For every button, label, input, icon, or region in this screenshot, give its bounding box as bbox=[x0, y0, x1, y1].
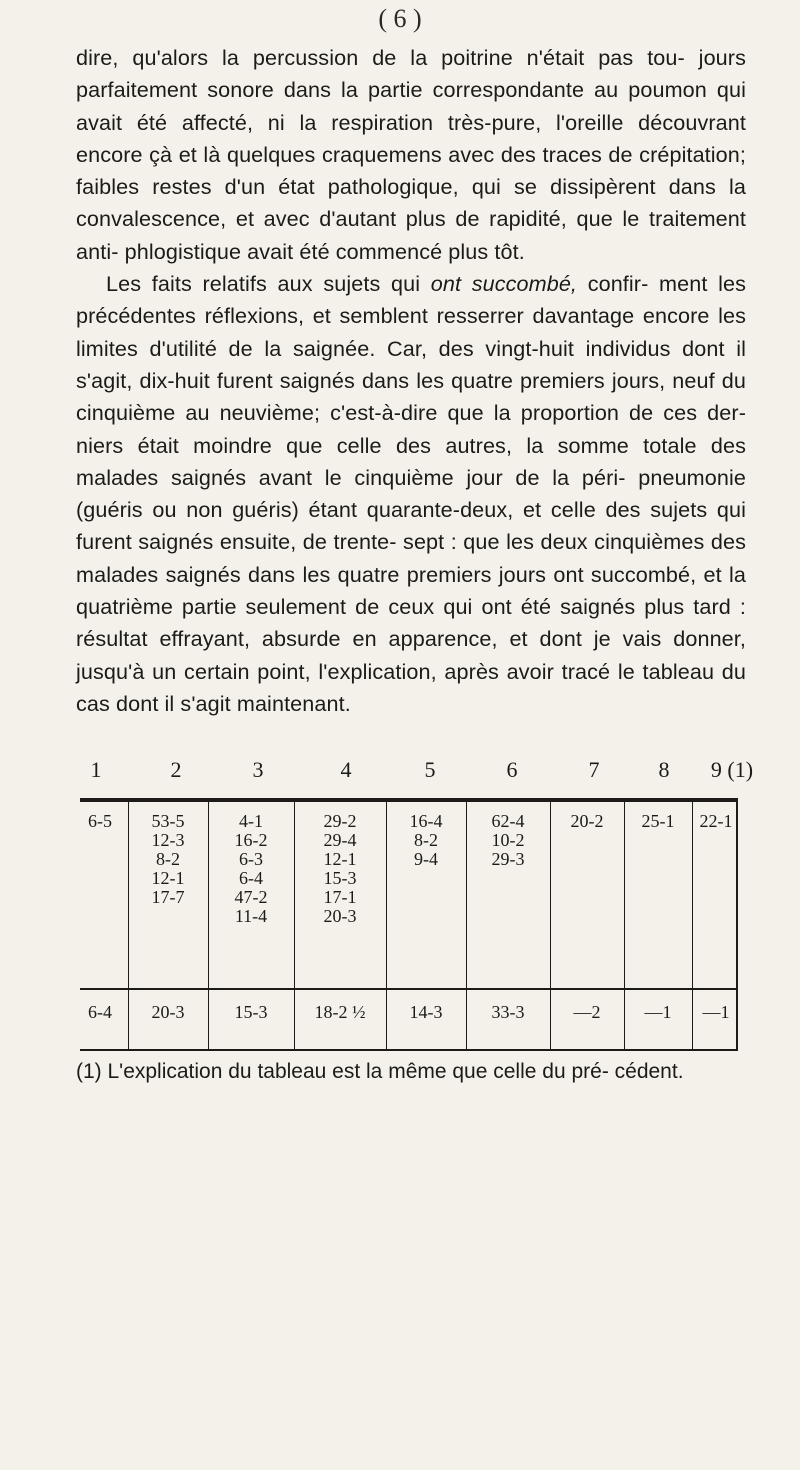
paragraph-2 bbox=[76, 268, 746, 720]
table-total: —1 bbox=[702, 1002, 730, 1022]
column-divider bbox=[466, 802, 467, 1049]
column-number: 4 bbox=[340, 757, 352, 782]
column-number: 6 bbox=[506, 757, 518, 782]
column-divider bbox=[550, 802, 551, 1049]
column-number: 1 bbox=[90, 757, 102, 782]
paragraph-2-rest: confir- ment les précédentes réflexions, et semblent resserrer davantage encore les limites d'utilité de la saignée. Car, des vingt-huit individus dont il s'agit, dix-huit furent saignés dans les quatre premiers jours, neuf du cinquième au neuvième; c'est-à-dire que la proportion de ces der- niers était moindre que celle des autres, la somme totale des malades saignés avant le cinquième jour de la péri- pneumonie (guéris ou non guéris) étant quarante-deux, et celle des sujets qui furent saignés ensuite, de trente- sept : que les deux cinquièmes des malades saignés dans les quatre premiers jours ont succombé, et la quatrième partie seulement de ceux qui ont été saignés plus tard : résultat effrayant, absurde en apparence, et dont je vais donner, jusqu'à un certain point, l'explication, après avoir tracé le tableau du cas dont il s'agit maintenant. bbox=[76, 271, 746, 716]
table-cell: 6-5 bbox=[88, 811, 112, 831]
column-number: 3 bbox=[252, 757, 264, 782]
table-cell: 22-1 bbox=[699, 811, 733, 831]
column-divider bbox=[692, 802, 693, 1049]
table-cell: 29-2 29-4 12-1 15-3 17-1 20-3 bbox=[323, 811, 357, 926]
column-number: 8 bbox=[658, 757, 670, 782]
page-number: ( 6 ) bbox=[378, 4, 422, 33]
column-divider bbox=[208, 802, 209, 1049]
table-total: 14-3 bbox=[409, 1002, 443, 1022]
paragraph-2-start: Les faits relatifs aux sujets qui bbox=[106, 271, 431, 297]
table-total: 18-2 ½ bbox=[314, 1002, 366, 1022]
column-number: 7 bbox=[588, 757, 600, 782]
table-total: 6-4 bbox=[88, 1002, 112, 1022]
column-divider bbox=[294, 802, 295, 1049]
table-cell: 53-5 12-3 8-2 12-1 17-7 bbox=[151, 811, 185, 907]
column-divider bbox=[386, 802, 387, 1049]
body-text bbox=[76, 42, 746, 720]
column-number: 5 bbox=[424, 757, 436, 782]
table-cell: 62-4 10-2 29-3 bbox=[491, 811, 525, 869]
table-total: 20-3 bbox=[151, 1002, 185, 1022]
table-total: —2 bbox=[573, 1002, 601, 1022]
table-total: 33-3 bbox=[491, 1002, 525, 1022]
table-total: 15-3 bbox=[234, 1002, 268, 1022]
column-number: 2 bbox=[170, 757, 182, 782]
column-number: 9 (1) bbox=[710, 757, 754, 782]
paragraph-2-emphasis: ont succombé, bbox=[430, 271, 578, 297]
table-total: —1 bbox=[644, 1002, 672, 1022]
table-cell: 20-2 bbox=[570, 811, 604, 831]
data-table bbox=[80, 798, 738, 1051]
column-divider bbox=[128, 802, 129, 1049]
table-cell: 25-1 bbox=[641, 811, 675, 831]
column-divider bbox=[624, 802, 625, 1049]
table-cell: 16-4 8-2 9-4 bbox=[409, 811, 443, 869]
table-column-numbers bbox=[84, 757, 754, 797]
totals-rule bbox=[80, 988, 736, 990]
paragraph-1: dire, qu'alors la percussion de la poitrine n'était pas tou- jours parfaitement sonore dans la partie correspondante au poumon qui avait été affecté, ni la respiration très-pure, l'oreille découvrant encore çà et là quelques craquemens avec des traces de crépitation; faibles restes d'un état pathologique, qui se dissipèrent dans la convalescence, et avec d'autant plus de rapidité, que le traitement anti- phlogistique avait été commencé plus tôt. bbox=[76, 45, 746, 264]
table-cell: 4-1 16-2 6-3 6-4 47-2 11-4 bbox=[234, 811, 268, 926]
footnote: (1) L'explication du tableau est la même que celle du pré- cédent. bbox=[76, 1060, 684, 1083]
